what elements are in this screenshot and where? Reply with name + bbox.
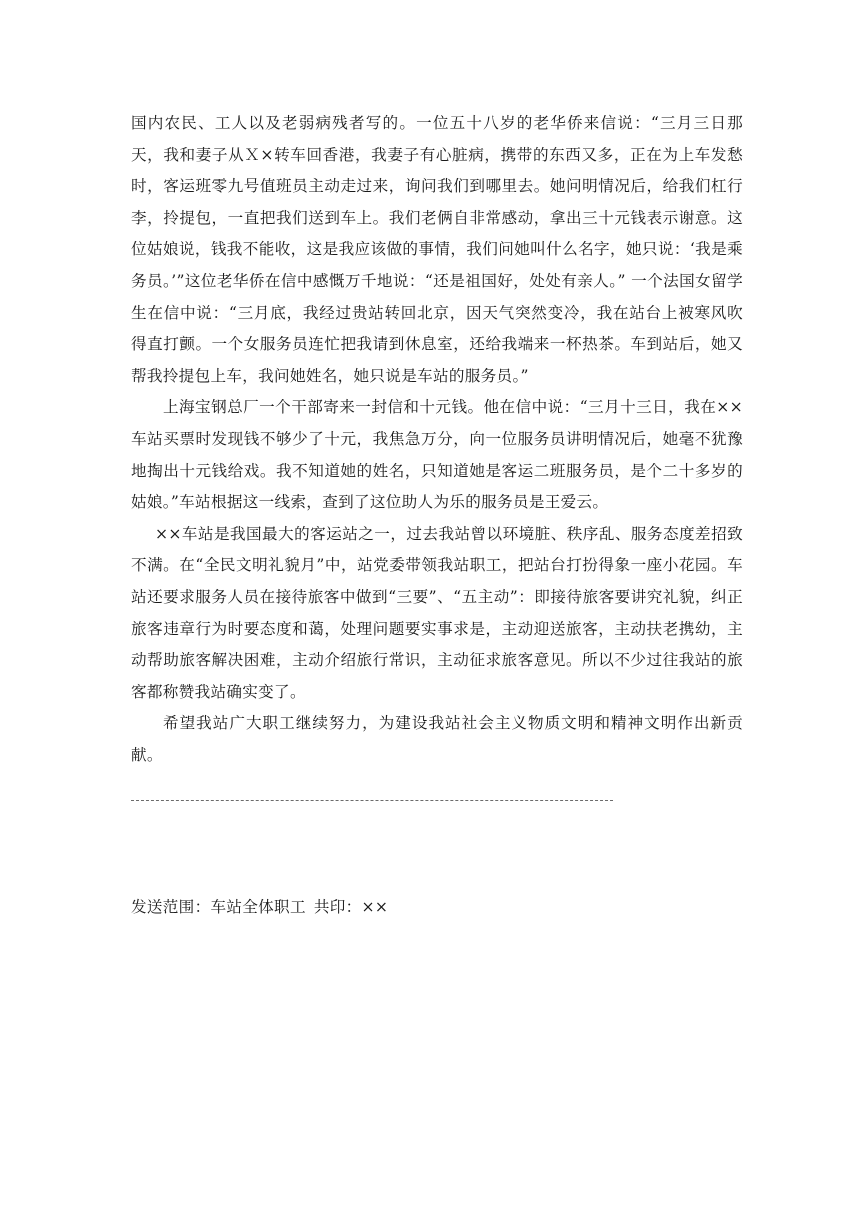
dashed-divider [131,800,613,801]
distribution-scope: 发送范围：车站全体职工 [131,898,306,916]
paragraph-closing: 希望我站广大职工继续努力，为建设我站社会主义物质文明和精神文明作出新贡献。 [131,714,743,764]
paragraph-station-improvement: ××车站是我国最大的客运站之一，过去我站曾以环境脏、秩序乱、服务态度差招致不满。在“全民文明礼貌月”中，站党委带领我站职工，把站台打扮得象一座小花园。车站还要求服务人员在接待旅客中做到“三要”、“五主动”：即接待旅客要讲究礼貌，纠正旅客违章行为时要态度和蔼，处理问题要实事求是，主动迎送旅客，主动扶老携幼，主动帮助旅客解决困难，主动介绍旅行常识，主动征求旅客意见。所以不少过往我站的旅客都称赞我站确实变了。 [131,524,743,701]
paragraph-letters: 国内农民、工人以及老弱病残者写的。一位五十八岁的老华侨来信说：“三月三日那天，我和妻子从Ｘ×转车回香港，我妻子有心脏病，携带的东西又多，正在为上车发愁时，客运班零九号值班员主动走过来，询问我们到哪里去。她问明情况后，给我们杠行李，拎提包，一直把我们送到车上。我们老俩自非常感动，拿出三十元钱表示谢意。这位姑娘说，钱我不能收，这是我应该做的事情，我们问她叫什么名字，她只说：‘我是乘务员。’”这位老华侨在信中感慨万千地说：“还是祖国好，处处有亲人。” 一个法国女留学生在信中说：“三月底，我经过贵站转回北京，因天气突然变冷，我在站台上被寒风吹得直打颤。一个女服务员连忙把我请到休息室，还给我端来一杯热茶。车到站后，她又帮我拎提包上车，我问她姓名，她只说是车站的服务员。” [131,114,743,385]
paragraph-baosteel-letter: 上海宝钢总厂一个干部寄来一封信和十元钱。他在信中说：“三月十三日，我在××车站买票时发现钱不够少了十元，我焦急万分，向一位服务员讲明情况后，她毫不犹豫地掏出十元钱给戏。我不知道她的姓名，只知道她是客运二班服务员，是个二十多岁的姑娘。”车站根据这一线索，查到了这位助人为乐的服务员是王爱云。 [131,398,743,512]
document-body [131,108,743,771]
distribution-footer [131,896,388,918]
print-count: 共印：×× [313,898,389,916]
